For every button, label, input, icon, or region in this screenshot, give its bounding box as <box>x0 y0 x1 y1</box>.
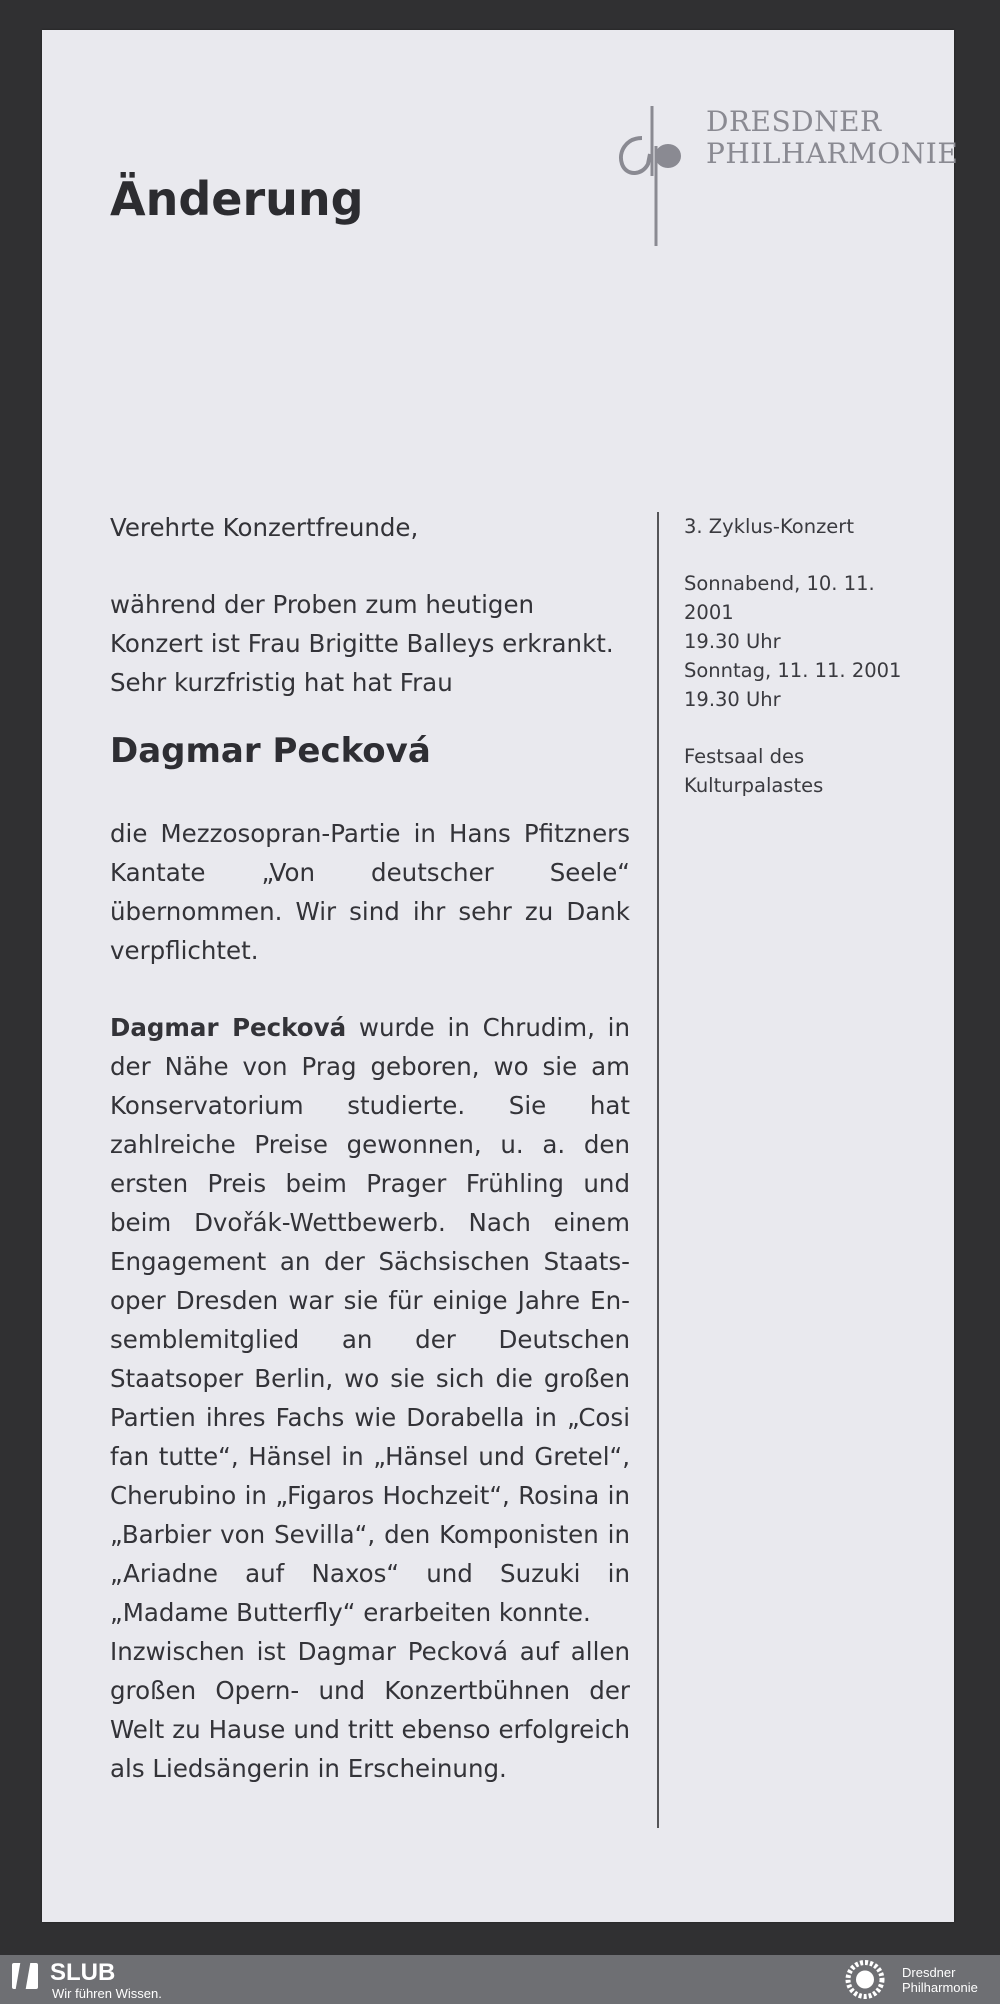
dresdner-philharmonie-footer-icon <box>840 1958 890 2001</box>
concert-dates <box>684 569 924 714</box>
column-divider <box>657 512 659 1828</box>
closing-paragraph: Inzwischen ist Dagmar Pecková auf allen großen Opern- und Konzertbühnen der Welt zu Hause und tritt ebenso erfolgreich als Liedsängerin in Erscheinung. <box>110 1637 630 1783</box>
slub-logo-icon <box>12 1963 38 1989</box>
biography-name: Dagmar Pecková <box>110 1013 347 1042</box>
concert-info-sidebar <box>684 512 924 800</box>
intro-paragraph: während der Proben zum heutigen Konzert ist Frau Brigitte Balleys erkrankt. Sehr kurzfristig hat hat Frau <box>110 590 614 697</box>
program-insert-sheet <box>42 30 959 1922</box>
date-2: Sonntag, 11. 11. 2001 <box>684 659 902 682</box>
logo-wordmark <box>706 106 958 170</box>
biography-text: wurde in Chrudim, in der Nähe von Prag geboren, wo sie am Konservatorium studierte. Sie hat zahlreiche Preise gewonnen, u. a. den ersten Preis beim Prager Frühling und beim Dvořák-Wettbewerb. Nach einem Engagement an der Sächsischen Staatsoper Dresden war sie für einige Jahre Ensemblemitglied an der Deutschen Staatsoper Berlin, wo sie sich die großen Partien ihres Fachs wie Dorabella in „Cosi fan tutte“, Hänsel in „Hänsel und Gretel“, Cherubino in „Figaros Hochzeit“, Rosina in „Barbier von Sevilla“, den Komponisten in „Ariadne auf Naxos“ und Suzuki in „Madame Butterfly“ erarbeiten konnte. <box>110 1013 630 1627</box>
time-1: 19.30 Uhr <box>684 630 781 653</box>
partner-line-2: Philharmonie <box>902 1980 978 1995</box>
logo-line-1: DRESDNER <box>706 105 882 138</box>
salutation: Verehrte Konzertfreunde, <box>110 513 419 542</box>
slub-claim: Wir führen Wissen. <box>52 1986 162 2001</box>
partner-line-1: Dresdner <box>902 1965 956 1980</box>
singer-name-heading: Dagmar Pecková <box>110 731 431 771</box>
biography-paragraph <box>110 1008 630 1632</box>
venue <box>684 742 924 800</box>
concert-cycle: 3. Zyklus-Konzert <box>684 515 854 538</box>
slub-name: SLUB <box>50 1959 116 1986</box>
date-1: Sonnabend, 10. 11. 2001 <box>684 572 875 624</box>
logo-line-2: PHILHARMONIE <box>706 137 959 170</box>
dresdner-philharmonie-logo <box>612 76 959 246</box>
venue-line-1: Festsaal des <box>684 745 805 768</box>
venue-line-2: Kulturpalastes <box>684 774 824 797</box>
footer-bar <box>0 1955 1000 2004</box>
partner-wordmark <box>902 1965 978 1995</box>
page-title: Änderung <box>110 172 364 226</box>
dp-logo-icon <box>612 76 702 246</box>
change-paragraph: die Mezzosopran-Partie in Hans Pfitzners Kantate „Von deutscher Seele“ übernommen. Wir sind ihr sehr zu Dank verpflichtet. <box>110 819 630 965</box>
time-2: 19.30 Uhr <box>684 688 781 711</box>
letter-body <box>110 508 630 1788</box>
